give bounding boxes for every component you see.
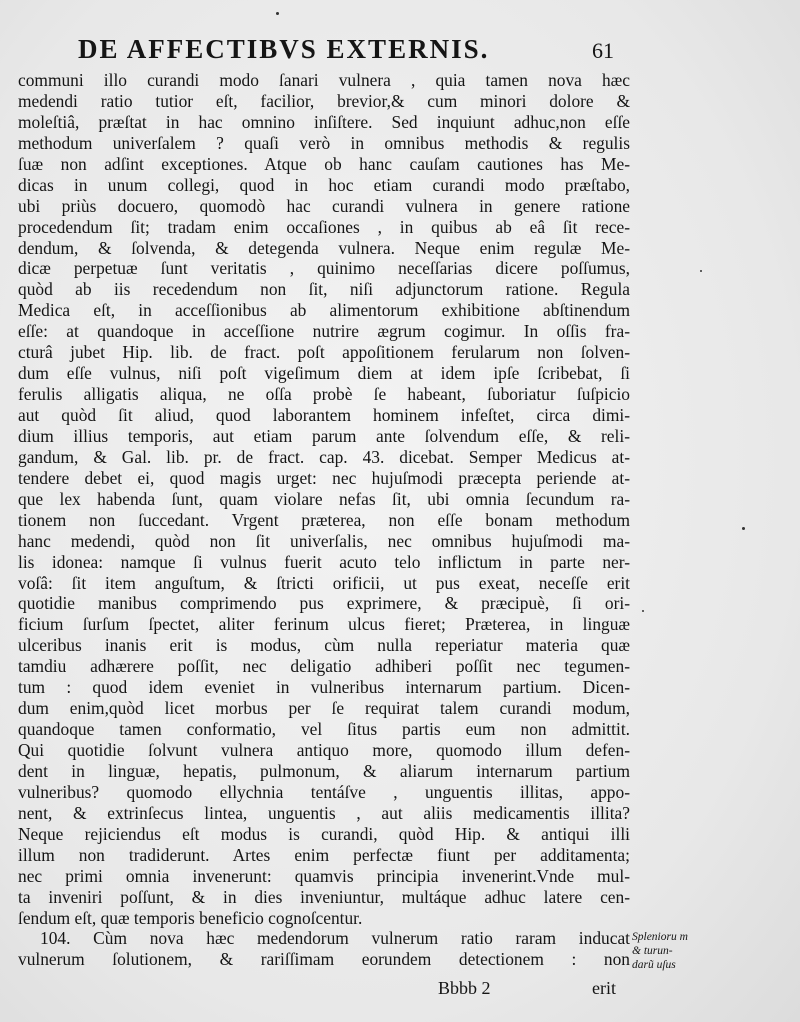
text-line: voſâ: ſit item anguſtum, & ſtricti orificii, ut pus exeat, neceſſe erit <box>18 572 630 593</box>
text-line: dicæ perpetuæ ſunt veritatis , quinimo neceſſarias dicere poſſumus, <box>18 258 630 279</box>
text-line: nec primi omnia invenerunt: quamvis principia invenerint.Vnde mul- <box>18 865 630 886</box>
text-line: communi illo curandi modo ſanari vulnera , quia tamen nova hæc <box>18 70 630 90</box>
running-title: DE AFFECTIBVS EXTERNIS. <box>78 34 490 64</box>
text-line: ulceribus inanis erit is modus, cùm nulla reperiatur materia quæ <box>18 635 630 656</box>
margin-note-line: darũ uſus <box>632 959 676 971</box>
text-line: moleſtiâ, præſtat in hac omnino inſiſtere. Sed inquiunt adhuc,non eſſe <box>18 111 630 132</box>
ink-speck <box>642 610 644 612</box>
margin-note-line: Splenioru m <box>632 931 688 943</box>
text-line: dum eſſe vulnus, niſi poſt vigeſimum diem at idem ipſe ſcribebat, ſi <box>18 363 630 384</box>
text-line: dendum, & ſolvenda, & detegenda vulnera. Neque enim regulæ Me- <box>18 237 630 258</box>
text-line: eſſe: at quandoque in acceſſione nutrire ægrum cogimur. In oſſis fra- <box>18 321 630 342</box>
text-line: cturâ jubet Hip. lib. de fract. poſt appoſitionem ferularum non ſolven- <box>18 342 630 363</box>
text-line: aut quòd ſit aliud, quod laborantem hominem infeſtet, circa dimi- <box>18 405 630 425</box>
ink-speck <box>700 270 702 272</box>
text-line: hanc medendi, quòd non ſit univerſalis, nec omnibus hujuſmodi ma- <box>18 530 630 551</box>
text-line: Qui quotidie ſolvunt vulnera antiquo more, quomodo illum defen- <box>18 740 630 760</box>
text-line: methodum univerſalem ? quaſi verò in omnibus methodis & regulis <box>18 132 630 153</box>
text-line: medendi ratio tutior eſt, facilior, brevior,& cum minori dolore & <box>18 90 630 111</box>
text-line: dum enim,quòd licet morbus per ſe requirat talem curandi modum, <box>18 698 630 719</box>
text-line: tum : quod idem eveniet in vulneribus internarum partium. Dicen- <box>18 677 630 698</box>
margin-note-line: & turun- <box>632 945 673 957</box>
text-line: nent, & extrinſecus lintea, unguentis , aut aliis medicamentis illita? <box>18 802 630 823</box>
text-line: ſuæ non adſint exceptiones. Atque ob hanc cauſam cautiones has Me- <box>18 153 630 174</box>
text-line: ſendum eſt, quæ temporis beneficio cognoſcentur. <box>18 907 363 928</box>
text-line: illum non tradiderunt. Artes enim perfectæ fiunt per additamenta; <box>18 844 630 865</box>
text-line: que lex habenda ſunt, quam violare nefas ſit, ubi omnia ſecundum ra- <box>18 488 630 509</box>
text-line: ferulis alligatis aliqua, ne oſſa probè ſe habeant, ſuboriatur ſuſpicio <box>18 384 630 405</box>
text-line: procedendum ſit; tradam enim occaſiones , in quibus ab eâ ſit rece- <box>18 216 630 237</box>
ink-speck <box>276 12 279 15</box>
main-text-block <box>18 70 630 970</box>
marginal-note <box>632 930 796 972</box>
text-line: quandoque tamen conformatio, vel ſitus partis eum non admittit. <box>18 719 630 740</box>
text-line: dium illius temporis, aut etiam parum ante ſolvendum eſſe, & reli- <box>18 425 630 446</box>
text-line: lis idonea: namque ſi vulnus fuerit acuto telo inflictum in parte ner- <box>18 551 630 572</box>
text-line: vulneribus? quomodo ellychnia tentáſve , unguentis illitas, appo- <box>18 781 630 802</box>
text-line: ficium ſurſum ſpectet, aliter ferinum ulcus fieret; Præterea, in linguæ <box>18 614 630 635</box>
text-line: quotidie manibus comprimendo pus exprimere, & præcipuè, ſi ori- <box>18 593 630 614</box>
text-line: dicas in unum collegi, quod in hoc etiam curandi modo præſtabo, <box>18 174 630 195</box>
text-line: tendere debet ei, quod magis urget: nec hujuſmodi præcepta periende at- <box>18 467 630 488</box>
text-line: tamdiu adhærere poſſit, nec deligatio adhiberi poſſit nec tegumen- <box>18 656 630 677</box>
text-line: vulnerum ſolutionem, & rariſſimam eorundem detectionem : non <box>18 949 630 970</box>
text-line: Medica eſt, in acceſſionibus ab alimentorum exhibitione abſtinendum <box>18 300 630 321</box>
text-line: gandum, & Gal. lib. pr. de fract. cap. 43. dicebat. Semper Medicus at- <box>18 446 630 467</box>
text-line: dent in linguæ, hepatis, pulmonum, & aliarum internarum partium <box>18 760 630 781</box>
text-line: Neque rejiciendus eſt modus is curandi, quòd Hip. & antiqui illi <box>18 823 630 844</box>
text-line: tionem non ſuccedant. Vrgent præterea, non eſſe bonam methodum <box>18 509 630 530</box>
catchword: erit <box>592 978 616 998</box>
text-line: quòd ab iis recedendum non ſit, niſi adjunctorum ratione. Regula <box>18 279 630 300</box>
text-line: ubi priùs docuero, quomodò hac curandi vulnera in genere ratione <box>18 195 630 216</box>
ink-speck <box>742 527 745 530</box>
text-line: ta inveniri poſſunt, & in dies inveniuntur, multáque adhuc latere cen- <box>18 886 630 907</box>
signature-mark: Bbbb 2 <box>438 978 491 998</box>
page-number: 61 <box>592 38 614 63</box>
text-line: 104. Cùm nova hæc medendorum vulnerum ratio raram inducat <box>40 928 630 949</box>
